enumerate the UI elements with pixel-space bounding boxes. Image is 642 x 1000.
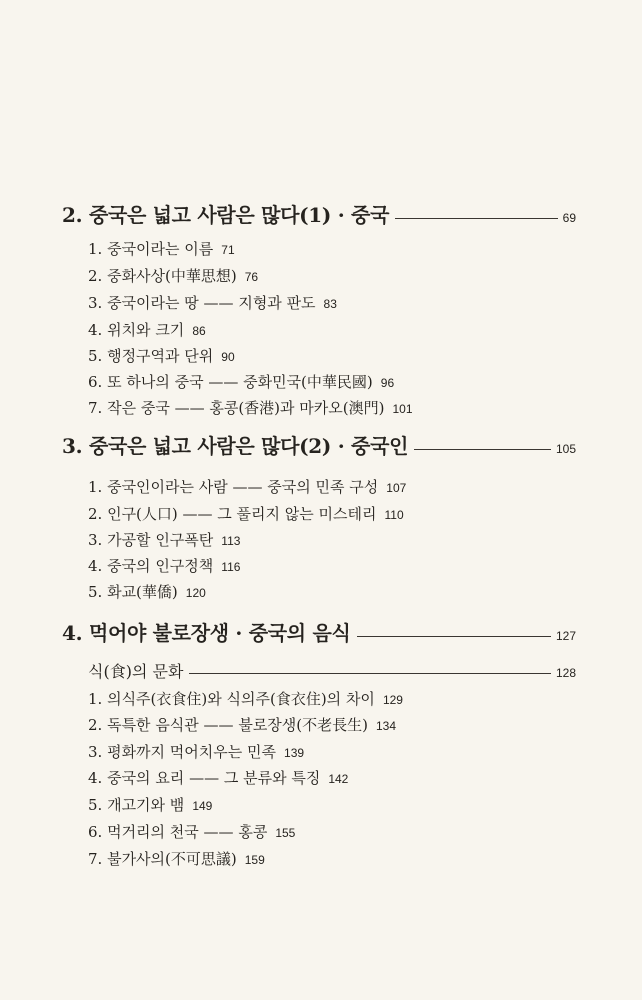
chapter-title: 2. 중국은 넓고 사람은 많다(1) · 중국 <box>62 203 390 227</box>
chapter-page-number: 69 <box>562 211 576 225</box>
toc-entry <box>88 850 265 869</box>
toc-entry <box>88 240 235 259</box>
entry-page-number: 139 <box>284 746 305 760</box>
dot-leader-line <box>357 636 551 637</box>
entry-title: 4. 중국의 인구정책 <box>88 557 214 575</box>
toc-entry <box>88 690 403 709</box>
entry-title: 3. 중국이라는 땅 —— 지형과 판도 <box>88 294 316 312</box>
section-heading <box>88 660 576 682</box>
entry-page-number: 110 <box>384 508 404 522</box>
entry-title: 2. 독특한 음식관 —— 불로장생(不老長生) <box>88 716 368 734</box>
entry-page-number: 101 <box>392 402 413 416</box>
chapter-page-number: 105 <box>555 442 576 456</box>
entry-page-number: 155 <box>275 826 296 840</box>
chapter-title: 4. 먹어야 불로장생 · 중국의 음식 <box>62 621 351 645</box>
entry-page-number: 96 <box>380 376 395 390</box>
entry-page-number: 86 <box>192 324 206 338</box>
section-title: 식(食)의 문화 <box>88 662 184 681</box>
entry-title: 1. 의식주(衣食住)와 식의주(食衣住)의 차이 <box>88 690 375 708</box>
entry-title: 5. 행정구역과 단위 <box>88 347 214 365</box>
toc-entry <box>88 294 337 313</box>
toc-entry <box>88 321 206 340</box>
entry-title: 3. 가공할 인구폭탄 <box>88 531 214 549</box>
entry-page-number: 120 <box>185 586 206 600</box>
entry-page-number: 113 <box>221 534 241 548</box>
toc-entry <box>88 267 258 286</box>
entry-title: 2. 인구(人口) —— 그 풀리지 않는 미스테리 <box>88 505 377 523</box>
entry-page-number: 83 <box>323 297 337 311</box>
toc-entry <box>88 769 348 788</box>
chapter-4-heading <box>62 621 576 645</box>
entry-page-number: 142 <box>328 772 349 786</box>
entry-title: 7. 작은 중국 —— 홍콩(香港)과 마카오(澳門) <box>88 399 385 417</box>
entry-page-number: 76 <box>244 270 259 284</box>
toc-entry <box>88 399 413 418</box>
entry-page-number: 159 <box>244 853 265 867</box>
toc-entry <box>88 505 404 524</box>
chapter-2-heading <box>62 203 576 227</box>
chapter-title: 3. 중국은 넓고 사람은 많다(2) · 중국인 <box>62 434 409 458</box>
dot-leader-line <box>414 449 551 450</box>
entry-title: 5. 화교(華僑) <box>88 583 178 601</box>
section-page-number: 128 <box>555 666 576 680</box>
toc-entry <box>88 478 406 497</box>
entry-page-number: 129 <box>382 693 403 707</box>
entry-title: 7. 불가사의(不可思議) <box>88 850 237 868</box>
toc-entry <box>88 347 235 366</box>
entry-title: 5. 개고기와 뱀 <box>88 796 185 814</box>
entry-title: 6. 먹거리의 천국 —— 홍콩 <box>88 823 268 841</box>
chapter-page-number: 127 <box>555 629 576 643</box>
entry-page-number: 107 <box>386 481 407 495</box>
entry-page-number: 71 <box>221 243 235 257</box>
toc-entry <box>88 583 206 602</box>
dot-leader-line <box>189 673 551 674</box>
entry-title: 3. 평화까지 먹어치우는 민족 <box>88 743 277 761</box>
entry-title: 4. 위치와 크기 <box>88 321 185 339</box>
entry-page-number: 116 <box>221 560 241 574</box>
entry-title: 6. 또 하나의 중국 —— 중화민국(中華民國) <box>88 373 373 391</box>
toc-entry <box>88 823 295 842</box>
entry-title: 1. 중국인이라는 사람 —— 중국의 민족 구성 <box>88 478 379 496</box>
entry-page-number: 134 <box>376 719 397 733</box>
dot-leader-line <box>395 218 558 219</box>
entry-title: 4. 중국의 요리 —— 그 분류와 특징 <box>88 769 321 787</box>
toc-entry <box>88 531 240 550</box>
toc-entry <box>88 716 396 735</box>
entry-page-number: 149 <box>192 799 213 813</box>
entry-page-number: 90 <box>221 350 235 364</box>
toc-entry <box>88 557 240 576</box>
toc-entry <box>88 373 394 392</box>
chapter-3-heading <box>62 434 576 458</box>
entry-title: 1. 중국이라는 이름 <box>88 240 214 258</box>
entry-title: 2. 중화사상(中華思想) <box>88 267 237 285</box>
toc-entry <box>88 743 304 762</box>
toc-entry <box>88 796 212 815</box>
